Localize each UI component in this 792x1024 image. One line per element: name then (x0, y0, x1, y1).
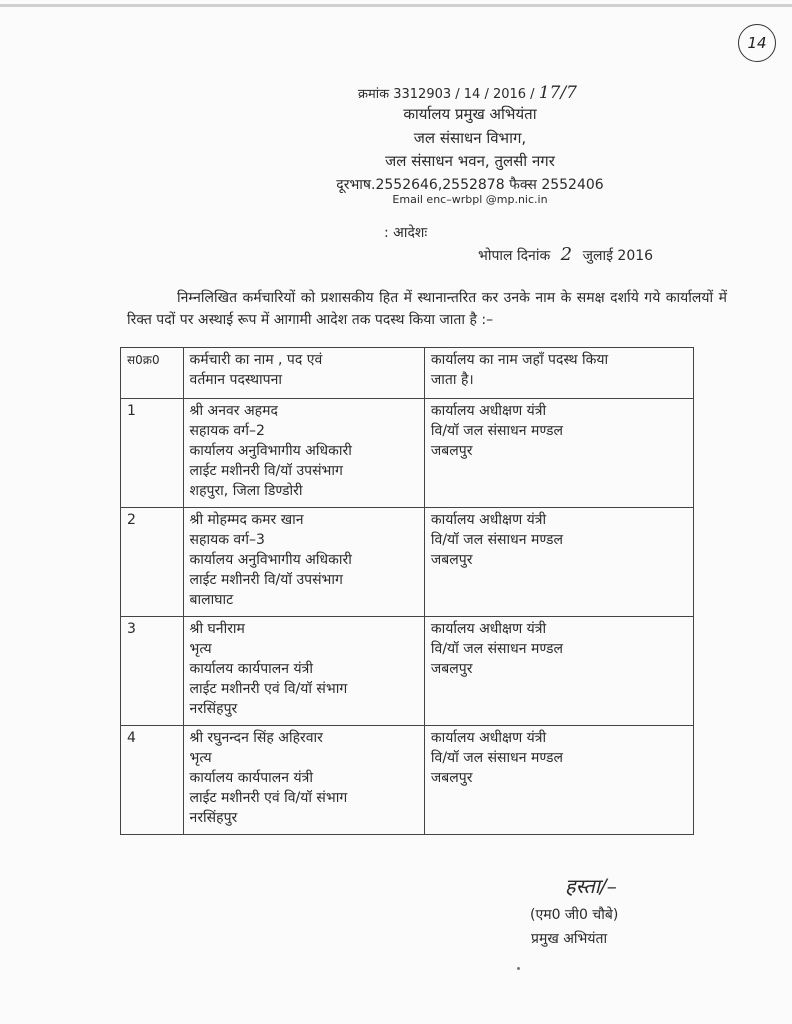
posting-office-line: कार्यालय अधीक्षण यंत्री (430, 621, 547, 637)
ref-handwritten: 17/7 (538, 83, 577, 103)
employee-post: भृत्य (189, 750, 212, 766)
employee-unit: लाईट मशीनरी वि/यॉ उपसंभाग (189, 572, 343, 588)
employee-unit: लाईट मशीनरी वि/यॉ उपसंभाग (189, 463, 343, 479)
signatory-name: (एम0 जी0 चौबे) (530, 907, 619, 923)
employee-details (183, 508, 424, 617)
date-month: जुलाई (582, 248, 613, 264)
table-header-row (121, 348, 694, 399)
employee-unit: लाईट मशीनरी एवं वि/यॉ संभाग (189, 681, 348, 697)
posting-office-line: वि/यॉ जल संसाधन मण्डल (430, 641, 563, 657)
posting-office-line: कार्यालय अधीक्षण यंत्री (430, 512, 547, 528)
employee-details (183, 726, 424, 835)
signature-mark: हस्ता/– (565, 874, 617, 898)
office-address: जल संसाधन भवन, तुलसी नगर (385, 152, 555, 170)
header-employee-line: वर्तमान पदस्थापना (189, 372, 283, 388)
employee-details (183, 399, 424, 508)
signatory-title: प्रमुख अभियंता (531, 931, 608, 947)
serial-number: 1 (121, 399, 184, 508)
transfer-table (120, 347, 694, 835)
page-number-circle: 14 (738, 24, 776, 62)
posting-office (424, 617, 693, 726)
department-name: जल संसाधन विभाग, (413, 129, 527, 147)
employee-post: भृत्य (189, 641, 212, 657)
posting-office-line: वि/यॉ जल संसाधन मण्डल (430, 532, 563, 548)
posting-office-line: वि/यॉ जल संसाधन मण्डल (430, 423, 563, 439)
posting-office-line: वि/यॉ जल संसाधन मण्डल (430, 750, 563, 766)
posting-office (424, 399, 693, 508)
posting-office-line: कार्यालय अधीक्षण यंत्री (430, 730, 547, 746)
header-posting-office (424, 348, 693, 399)
employee-details (183, 617, 424, 726)
ref-number-text: क्रमांक 3312903 / 14 / 2016 / (358, 87, 535, 102)
date-year: 2016 (617, 248, 654, 264)
office-name: कार्यालय प्रमुख अभियंता (403, 105, 537, 123)
employee-name: श्री रघुनन्दन सिंह अहिरवार (189, 730, 323, 746)
employee-name: श्री घनीराम (189, 621, 245, 637)
header-serial: स0क्र0 (121, 348, 184, 399)
employee-location: नरसिंहपुर (189, 810, 238, 826)
scan-top-edge (0, 4, 792, 7)
table-row (121, 399, 694, 508)
employee-location: बालाघाट (189, 592, 234, 608)
employee-name: श्री मोहम्मद कमर खान (189, 512, 304, 528)
header-employee-line: कर्मचारी का नाम , पद एवं (189, 352, 323, 368)
serial-number: 3 (121, 617, 184, 726)
employee-office: कार्यालय अनुविभागीय अधिकारी (189, 443, 352, 459)
serial-number: 2 (121, 508, 184, 617)
employee-office: कार्यालय कार्यपालन यंत्री (189, 770, 313, 786)
serial-number: 4 (121, 726, 184, 835)
order-body-text: निम्नलिखित कर्मचारियों को प्रशासकीय हित में स्थानान्तरित कर उनके नाम के समक्ष दर्शाये गये कार्यालयों में रिक्त पदों पर अस्थाई रूप में आगामी आदेश तक पदस्थ किया जाता है :– (127, 290, 727, 328)
employee-unit: लाईट मशीनरी एवं वि/यॉ संभाग (189, 790, 348, 806)
contact-numbers: दूरभाष.2552646,2552878 फैक्स 2552406 (336, 177, 604, 193)
header-employee (183, 348, 424, 399)
table-row (121, 508, 694, 617)
header-posting-line: जाता है। (430, 372, 474, 388)
employee-post: सहायक वर्ग–3 (189, 532, 265, 548)
employee-office: कार्यालय कार्यपालन यंत्री (189, 661, 313, 677)
table-row (121, 617, 694, 726)
header-posting-line: कार्यालय का नाम जहाँ पदस्थ किया (430, 352, 609, 368)
date-prefix: भोपाल दिनांक (478, 248, 551, 264)
email-address: Email enc–wrbpl @mp.nic.in (392, 193, 548, 206)
order-heading: : आदेशः (384, 225, 428, 241)
employee-post: सहायक वर्ग–2 (189, 423, 265, 439)
posting-office (424, 726, 693, 835)
posting-office-line: कार्यालय अधीक्षण यंत्री (430, 403, 547, 419)
employee-office: कार्यालय अनुविभागीय अधिकारी (189, 552, 352, 568)
employee-location: शहपुरा, जिला डिण्डोरी (189, 483, 303, 499)
scan-speck (517, 967, 520, 970)
employee-name: श्री अनवर अहमद (189, 403, 278, 419)
date-day: 2 (560, 244, 573, 265)
place-date (478, 244, 653, 265)
posting-office-line: जबलपुर (430, 443, 473, 459)
posting-office-line: जबलपुर (430, 552, 473, 568)
table-row (121, 726, 694, 835)
posting-office-line: जबलपुर (430, 661, 473, 677)
employee-location: नरसिंहपुर (189, 701, 238, 717)
posting-office-line: जबलपुर (430, 770, 473, 786)
posting-office (424, 508, 693, 617)
reference-number (358, 83, 577, 103)
